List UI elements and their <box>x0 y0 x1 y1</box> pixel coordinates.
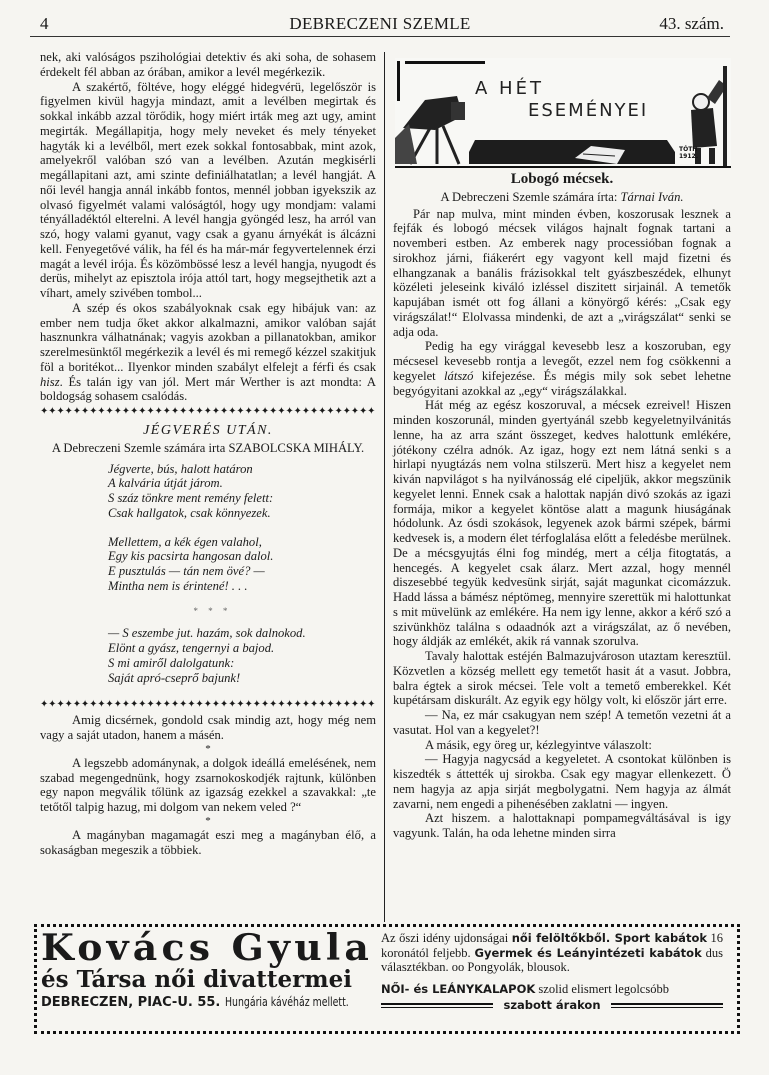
paragraph <box>40 301 376 404</box>
page-header <box>30 14 730 37</box>
poem-line: Elönt a gyász, tengernyi a bajod. <box>108 641 275 655</box>
ad-text-block <box>381 982 723 997</box>
paragraph: A szakértő, föltéve, hogy eléggé hidegvérü, legelőször is figyelmen kivül hagyja mindazt, amit a levélben megirtak és sokkal inkább azzal törődik, hogy miért irták meg azt ugy, amint megirták. Megállapitja, hogy mely neveket és mely tényeket hagyták ki a levélből, mert ezek sokkal fontosabbak, mint azok, amelyekről valóban szó van a levélben. Azután megkisérli megállapitani azt, ami szinte definiálhatatlan; a levél hangját. A női levél hangja annál inkább fontos, mennél jobban igyekszik az olvasó figyelmét valami valóságtól, hogy ugy mondjam: valami tényálladéktól elterelni. A levél hangja gyöngéd lesz, ha arról van szó, hogy valami gyanut, vagy csak a gyanu árnyékát is álcázni kell. Fenyegetővé válik, ha fél és ha már-már fegyvertelennek érzi magát a levél irója. És közömbössé lesz a levél hangja, nyugodt és derüs, mihelyt az episztola irója attól tart, hogy megsejthetik azt a víhart, amely szivében tombol... <box>40 79 376 300</box>
ad-text: szolid elismert legolcsóbb <box>538 981 669 996</box>
paragraph: nek, aki valóságos pszihológiai detektiv és aki soha, de sohasem érdekelt fél abban az órában, amikor a levél megérkezik. <box>40 50 376 79</box>
paragraph-text: A szép és okos szabályoknak csak egy hibájuk van: az ember nem tudja őket akkor alkalmazni, amikor valóban saját hasznunkra válhatnának; vagyis azokban a pillanatokban, amikor szerelmesünktől megérkezik a levél és mi remegő kézzel szakitjuk föl a boritékot... Ilyenkor minden szabályt elfelejt a férfi és csak <box>40 300 376 374</box>
ad-address <box>41 993 377 1012</box>
article-byline <box>393 190 731 205</box>
poem-title: JÉGVERÉS UTÁN. <box>143 423 273 438</box>
ad-price-line <box>381 998 723 1013</box>
publication-title: DEBRECZENI SZEMLE <box>289 14 471 33</box>
poem-line: Mintha nem is érintené! . . . <box>108 578 248 593</box>
ad-text-bold: NŐI- és LEÁNYKALAPOK <box>381 981 536 996</box>
poem-line: S száz tönkre ment remény felett: <box>108 491 274 505</box>
ad-brand-block <box>41 929 377 1012</box>
right-column <box>393 172 731 841</box>
ad-brand-subtitle: és Társa női divattermei <box>41 966 352 993</box>
poem-line: Jégverte, bús, halott határon <box>108 461 253 476</box>
article-title: Lobogó mécsek. <box>510 171 614 187</box>
artist-signature <box>679 146 698 160</box>
ad-brand-name: Kovács Gyula <box>41 927 374 969</box>
ad-text-block <box>381 931 723 975</box>
section-banner-illustration <box>395 58 731 168</box>
poem-line: E pusztulás — tán nem övé? — <box>108 564 265 578</box>
issue-number: 43. szám. <box>659 14 724 33</box>
ornamental-divider: ✦✦✦✦✦✦✦✦✦✦✦✦✦✦✦✦✦✦✦✦✦✦✦✦✦✦✦✦✦✦✦✦✦✦✦✦✦✦✦✦✦ <box>40 699 376 711</box>
stanza <box>108 462 376 521</box>
page-number: 4 <box>40 14 49 33</box>
poem-line: S mi amiről dalolgatunk: <box>108 655 235 670</box>
ornamental-divider: ✦✦✦✦✦✦✦✦✦✦✦✦✦✦✦✦✦✦✦✦✦✦✦✦✦✦✦✦✦✦✦✦✦✦✦✦✦✦✦✦✦ <box>40 406 376 417</box>
poem-line: Csak hallgatok, csak könnyezek. <box>108 505 271 520</box>
banner-title-line1: A HÉT <box>475 78 544 99</box>
ad-text: 16 koronától feljebb. <box>381 931 724 960</box>
ad-text: Az őszi idény ujdonságai <box>381 931 509 945</box>
emphasis: hisz <box>40 374 60 389</box>
paragraph: A másik, egy öreg ur, kézlegyintve válaszolt: <box>425 737 652 752</box>
aphorism: A magányban magamagát eszi meg a magányban élő, a sokaságban megeszik a többiek. <box>40 827 376 857</box>
ad-text-bold: Gyermek és Leányintézeti kabátok <box>474 945 702 960</box>
banner-title-line2: ESEMÉNYEI <box>528 100 649 121</box>
paragraph: Tavaly halottak estéjén Balmazujvároson utaztam keresztül. Közvetlen a község mellett egy temetőt hasit át a vasut. Jobbra, balra égtek a sirok mécsei. Tele volt a temető emberekkel. Két kupétársam diskurált. Az egyik egy hölgy volt, ki először járt erre. <box>393 649 731 708</box>
poem-line: Mellettem, a kék égen valahol, <box>108 534 262 549</box>
ad-description <box>381 931 723 1013</box>
left-column <box>40 50 376 857</box>
poem-line: A kalvária útját járom. <box>108 476 223 491</box>
stanza <box>108 535 376 594</box>
paragraph: Hát még az egész koszoruval, a mécsek ezreivel! Hiszen minden koszorunál, minden gyertyánál szebb kegyeletnyilvánitás lenne, ha az arra szánt összeget, kedves halottunk emlékére, jótékony czélra adnók. Az igaz, hogy ezt nem látná senki s a hirlapi nyugtázás nem volna stilszerü. Mert hisz a kegyelet nem kiván napvilágot s ha nyilvánosság elé cipeljük, akkor megszünik kegyelet lenni. Ennek csak a halottak napján divó szokás az igazi formája, mikor a kegyelet köntöse alatt a magunk hiuságának hódolunk. Az ósdi szokások, legyenek azok bármi szépek, bármi kedvesek is, a modern élet térfoglalása előtt a feledésbe merülnek. De a mécsgyujtás élni fog mindég, mert a célja fitogtatás, a hencegés. A kegyelet csak álarz. Mert azzal, hogy mennél diszesebbé tegyük kedvesünk sirját, saját magunkat cicomázzuk. Hadd lássa a bámész néptömeg, mennyire szerettük mi halottunkat s mit müvelünk az emlékére. Ha nem igy lenne, akkor a kérő szó a szivünkhöz találna s odaadnók azt a virágszálat, az ő nevében, hogy áldják az emlékét, akik rá vannak szorulva. <box>393 398 731 649</box>
column-divider <box>384 52 385 922</box>
poem-line: — S eszembe jut. hazám, sok dalnokod. <box>108 626 306 641</box>
asterism: * * * <box>193 605 231 616</box>
ad-text: dus választékban. oo Pongyolák, blousok. <box>381 945 724 974</box>
poem-line: Egy kis pacsirta hangosan dalol. <box>108 549 274 564</box>
byline-author: Tárnai Iván. <box>620 189 684 204</box>
aphorism: A legszebb adománynak, a dolgok ideállá emelésének, nem szabad megengednünk, hogy zsarnokoskodjék rajtunk, különben egy napon megválik tőlünk az igazság ezekkel a szavakkal: „te tetőtől talpig hazug, mi dolgom van nekem veled ?“ <box>40 755 376 814</box>
signature-name: TÓTH <box>679 146 698 153</box>
ad-text-bold: szabott árakon <box>503 998 601 1012</box>
asterisk-separator: * <box>205 814 211 827</box>
aphorism: Amig dicsérnek, gondold csak mindig azt, hogy még nem vagy a saját utadon, hanem a másén. <box>40 713 376 742</box>
paragraph: — Na, ez már csakugyan nem szép! A temetőn vezetni át a vasutat. Hol van a kegyelet?! <box>393 708 731 737</box>
emphasis: látszó <box>444 368 474 383</box>
paragraph <box>393 339 731 398</box>
asterisk-separator: * <box>205 742 211 755</box>
paragraph-text: kifejezése. És mégis mily sok sebet lehetne begyógyitani azokkal az „egy“ virágszálakkal. <box>393 368 731 398</box>
poem-byline: A Debreczeni Szemle számára irta SZABOLCSKA MIHÁLY. <box>51 440 365 455</box>
poem-line: Saját apró-cseprő bajunk! <box>108 670 241 685</box>
signature-year: 1912. <box>679 153 698 160</box>
paragraph: Pár nap mulva, mint minden évben, koszorusak lesznek a fejfák és lobogó mécsek világos hajnalt fognak tartani a novemberi estben. Az emberek nagy processióban fognak a sirokhoz járni, fiákerért egy vagyont kell majd fizetni és elhangzanak a banális frázisokkal telt gyászbeszédek, elhunyt közéleti jeleseink kiváló izléssel diszitett sirjainál. A temetők kapujában ismét ott fog állani a könyörgő kérés: „Csak egy virágszálat!“ Elolvassa mindenki, de azt a „virágszálat“ senki se adja oda. <box>393 206 731 339</box>
double-rule <box>381 1003 493 1008</box>
ad-address-landmark: Hungária kávéház mellett. <box>224 995 349 1009</box>
paragraph: — Hagyja nagycsád a kegyeletet. A csontokat különben is kiszedték s áttették uj sirokba. Csak egy magyar ellenkezett. Ö nem hagyja az apja sirját megbolygatni. Nem hagyja az álmát zavarni, nem engedi a pihenésében zaklatni — ingyen. <box>393 752 731 811</box>
double-rule <box>611 1003 723 1008</box>
poem <box>108 462 376 686</box>
advertisement-box <box>34 924 740 1034</box>
paragraph-text: Pedig ha egy virággal kevesebb lesz a koszoruban, egy mécsesel kevesebb rontja a levegőt, ezzel nem fog csökkenni a kegyelet <box>393 339 731 383</box>
ad-address-street: DEBRECZEN, PIAC-U. 55. <box>41 995 221 1010</box>
byline-prefix: A Debreczeni Szemle számára írta: <box>440 189 618 204</box>
stanza <box>108 626 376 685</box>
ad-text-bold: női felöltőkből. Sport kabátok <box>511 931 707 945</box>
paragraph: Azt hiszem. a halottaknapi pompamegváltásával is igy vagyunk. Talán, ha oda lehetne minden sirra <box>393 811 731 840</box>
paragraph-text: . És talán igy van jól. Mert már Werther is azt mondta: A boldogság sohasem csalódás. <box>40 374 376 404</box>
